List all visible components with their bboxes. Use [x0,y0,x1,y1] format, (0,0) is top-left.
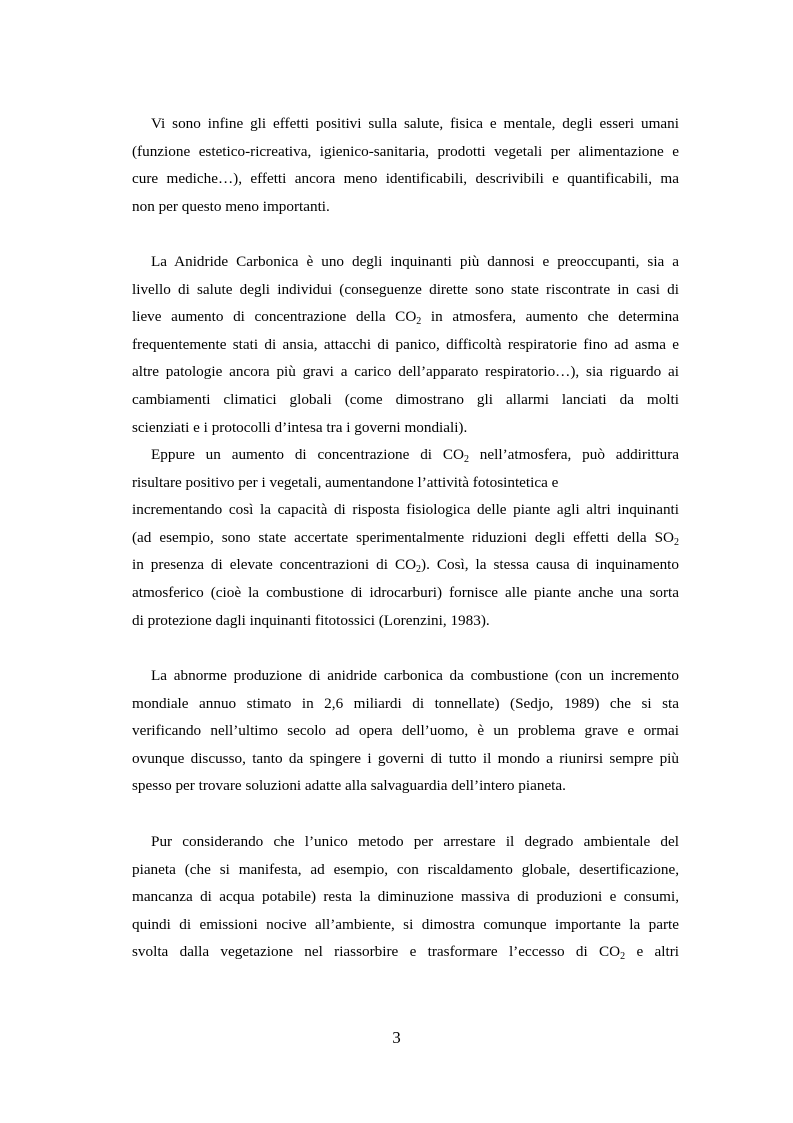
text-line: atmosferico (cioè la combustione di idrocarburi) fornisce alle piante anche una sorta [132,583,679,601]
text-line: non per questo meno importanti. [132,197,330,215]
paragraph-health-effects [132,110,679,220]
paragraph-co2-plants [132,441,679,634]
text-line: pianeta (che si manifesta, ad esempio, con riscaldamento globale, desertificazione, [132,860,679,878]
text-line: risultare positivo per i vegetali, aumentandone l’attività fotosintetica e [132,473,559,491]
text-line: quindi di emissioni nocive all’ambiente, si dimostra comunque importante la parte [132,915,679,933]
text-line: La Anidride Carbonica è uno degli inquinanti più dannosi e preoccupanti, sia a [151,253,679,270]
text-line: mondiale annuo stimato in 2,6 miliardi di tonnellate) (Sedjo, 1989) che si sta [132,694,679,712]
text-line: altre patologie ancora più gravi a carico dell’apparato respiratorio…), sia riguardo ai [132,363,679,381]
text-line: (ad esempio, sono state accertate sperimentalmente riduzioni degli effetti della $SO_2$ [132,528,679,548]
text-line: mancanza di acqua potabile) resta la diminuzione massiva di produzioni e consumi, [132,888,679,906]
text-line: La abnorme produzione di anidride carbonica da combustione (con un incremento [151,667,679,684]
text-line: Pur considerando che l’unico metodo per arrestare il degrado ambientale del [151,833,679,850]
text-line: cure mediche…), effetti ancora meno identificabili, descrivibili e quantificabili, ma [132,170,679,188]
text-line: spesso per trovare soluzioni adatte alla salvaguardia dell’intero pianeta. [132,777,566,795]
text-line: lieve aumento di concentrazione della $CO_2$ in atmosfera, aumento che determina [132,308,679,328]
text-line: incrementando così la capacità di risposta fisiologica delle piante agli altri inquinanti [132,501,679,519]
text-line: Eppure un aumento di concentrazione di $CO_2$ nell’atmosfera, può addirittura [151,446,679,465]
text-line: frequentemente stati di ansia, attacchi di panico, difficoltà respiratorie fino ad asma e [132,335,679,353]
paragraph-combustion [132,662,679,800]
text-line: scienziati e i protocolli d’intesa tra i governi mondiali). [132,418,468,436]
text-line: svolta dalla vegetazione nel riassorbire e trasformare l’eccesso di $CO_2$ e altri [132,943,679,963]
paragraph-co2-pollutant [132,248,679,441]
text-line: ovunque discusso, tanto da spingere i governi di tutto il mondo a riunirsi sempre più [132,749,679,767]
page-number: 3 [392,1028,401,1047]
text-line: cambiamenti climatici globali (come dimostrano gli allarmi lanciati da molti [132,390,679,408]
text-line: livello di salute degli individui (conseguenze dirette sono state riscontrate in casi di [132,280,679,298]
text-line: verificando nell’ultimo secolo ad opera dell’uomo, è un problema grave e ormai [132,722,679,740]
text-line: Vi sono infine gli effetti positivi sulla salute, fisica e mentale, degli esseri umani [151,115,679,132]
text-line: in presenza di elevate concentrazioni di $CO_2$). Così, la stessa causa di inquinamento [132,556,679,576]
paragraph-vegetation-role [132,828,679,966]
text-line: di protezione dagli inquinanti fitotossici (Lorenzini, 1983). [132,611,490,629]
text-line: (funzione estetico-ricreativa, igienico-sanitaria, prodotti vegetali per alimentazione e [132,142,679,160]
